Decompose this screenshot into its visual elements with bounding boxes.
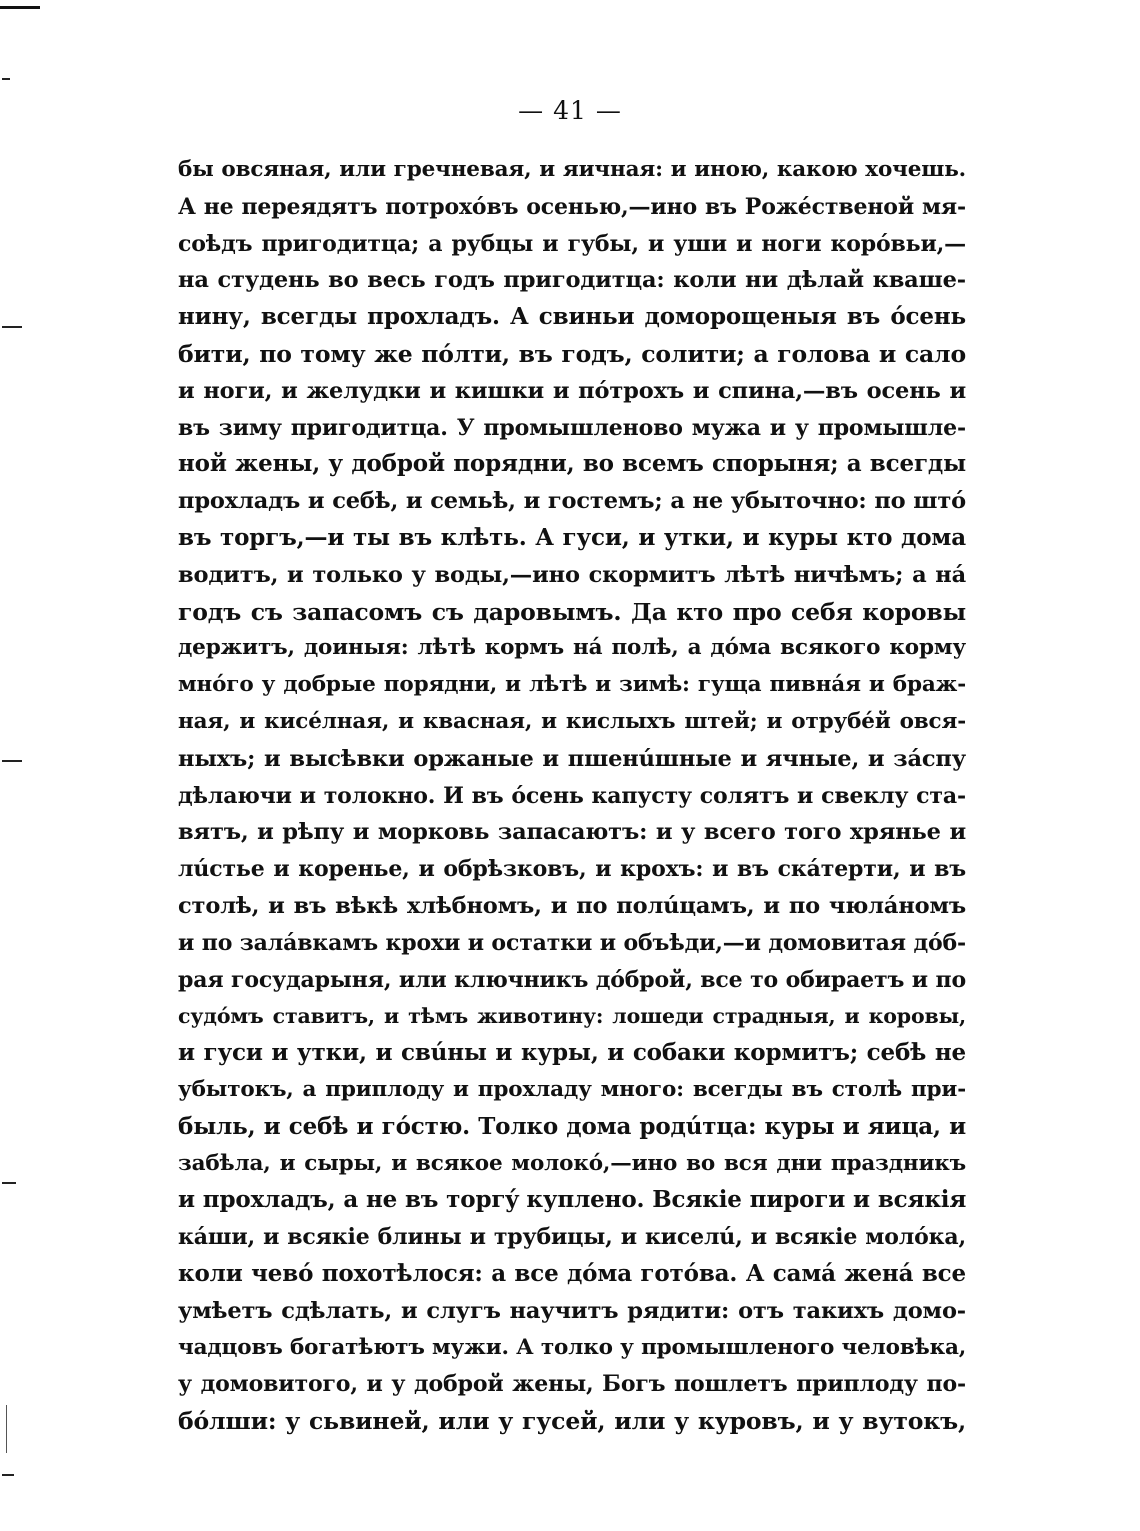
text-line: и прохладъ, а не въ торгý куплено. Всякіе пироги и всякія <box>178 1186 966 1214</box>
text-line: прохладъ и себѣ, и семьѣ, и гостемъ; а не убыточно: по штó <box>178 488 966 515</box>
text-line: въ торгъ,—и ты въ клѣть. А гуси, и утки, и куры кто дома <box>178 523 966 551</box>
text-line: и ноги, и желудки и кишки и пóтрохъ и спина,—въ осень и <box>178 377 966 404</box>
text-line: А не переядятъ потрохóвъ осенью,—ино въ Рожéственой мя- <box>178 193 966 220</box>
body-text <box>178 152 966 1440</box>
scan-edge-line <box>6 1405 7 1453</box>
text-line: забѣла, и сыры, и всякое молокó,—ино во вся дни праздникъ <box>178 1150 966 1176</box>
text-line: водитъ, и только у воды,—ино скормитъ лѣтѣ ничѣмъ; а нá <box>178 561 966 588</box>
text-line: умѣетъ сдѣлать, и слугъ научитъ рядити: отъ такихъ домо- <box>178 1297 966 1324</box>
text-line: ная, и кисéлная, и квасная, и кислыхъ штей; и отрубéй овся- <box>178 708 966 734</box>
text-line: держитъ, доиныя: лѣтѣ кормъ нá полѣ, а дóма всякого корму <box>178 635 966 661</box>
scan-edge-mark <box>2 1474 14 1476</box>
text-line: убытокъ, а приплоду и прохладу много: всегды въ столѣ при- <box>178 1076 966 1102</box>
scan-edge-rule <box>0 6 40 9</box>
text-line: и гуси и утки, и свúны и куры, и собаки кормитъ; себѣ не <box>178 1039 966 1067</box>
text-line: вятъ, и рѣпу и морковь запасаютъ: и у всего того хрянье и <box>178 819 966 846</box>
text-line: столѣ, и въ вѣкѣ хлѣбномъ, и по полúцамъ, и по чюлáномъ <box>178 892 966 919</box>
text-line: судóмъ ставитъ, и тѣмъ животину: лошеди страдныя, и коровы, <box>178 1004 966 1029</box>
text-line: ной жены, у доброй порядни, во всемъ спорыня; а всегды <box>178 450 966 478</box>
page-number: — 41 — <box>518 96 622 125</box>
text-line: бы овсяная, или гречневая, и яичная: и иною, какою хочешь. <box>178 157 966 182</box>
text-line: соѣдъ пригодитца; а рубцы и губы, и уши и ноги корóвьи,— <box>178 230 966 257</box>
text-line: ныхъ; и высѣвки оржаные и пшенúшные и ячные, и зáспу <box>178 745 966 772</box>
text-line: бóлши: у сьвиней, или у гусей, или у куровъ, и у вутокъ, <box>178 1407 966 1436</box>
text-line: въ зиму пригодитца. У промышленово мужа и у промышле- <box>178 414 966 441</box>
text-line: у домовитого, и у доброй жены, Богъ пошлетъ приплоду по- <box>178 1371 966 1398</box>
scan-edge-mark <box>2 760 22 762</box>
text-line: нину, всегды прохладъ. А свиньи доморощеныя въ óсень <box>178 303 966 331</box>
text-line: бити, по тому же пóлти, въ годъ, солити; а голова и сало <box>178 339 966 368</box>
scan-edge-mark <box>2 326 22 328</box>
scan-edge-mark <box>2 78 10 80</box>
text-line: лúстье и коренье, и обрѣзковъ, и крохъ: и въ скáтерти, и въ <box>178 856 966 883</box>
text-line: дѣлаючи и толокно. И въ óсень капусту солятъ и свеклу ста- <box>178 782 966 809</box>
scan-edge-mark <box>2 1182 16 1184</box>
text-line: кáши, и всякіе блины и трубицы, и киселú, и всякіе молóка, <box>178 1224 966 1251</box>
text-line: годъ съ запасомъ съ даровымъ. Да кто про себя коровы <box>178 597 966 626</box>
text-line: быль, и себѣ и гóстю. Толко дома родúтца: куры и яица, и <box>178 1112 966 1140</box>
text-line: коли чевó похотѣлося: а все дóма готóва. А самá женá все <box>178 1259 966 1287</box>
text-line: рая государыня, или ключникъ дóброй, все то обираетъ и по <box>178 966 966 993</box>
text-line: мнóго у добрые порядни, и лѣтѣ и зимѣ: гуща пивнáя и браж- <box>178 672 966 698</box>
text-line: чадцовъ богатѣютъ мужи. А толко у промышленого человѣка, <box>178 1334 966 1360</box>
text-line: на студень во весь годъ пригодитца: коли ни дѣлай кваше- <box>178 267 966 294</box>
text-line: и по залáвкамъ крохи и остатки и объѣди,—и домовитая дóб- <box>178 929 966 956</box>
